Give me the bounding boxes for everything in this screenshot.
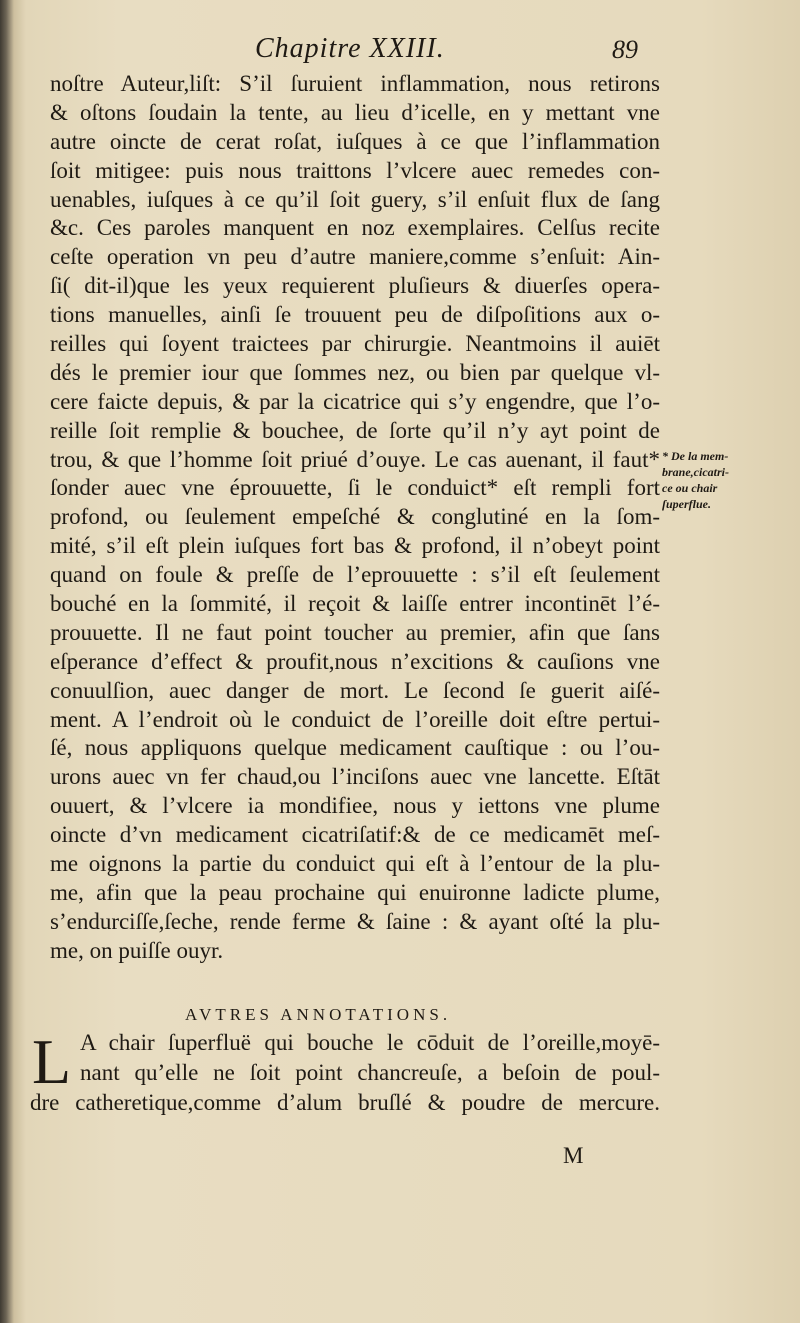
text-line: me oignons la partie du conduict qui eſt à l’entour de la plu- — [50, 851, 660, 877]
text-line: mité, s’il eſt plein iuſques fort bas & profond, il n’obeyt point — [50, 533, 660, 559]
text-line: autre oincte de cerat roſat, iuſques à ce que l’inflammation — [50, 128, 660, 154]
text-line: &c. Ces paroles manquent en noz exemplaires. Celſus recite — [50, 215, 660, 241]
page-number: 89 — [612, 35, 638, 64]
text-line: uenables, iuſques à ce qu’il ſoit guery, s’il enſuit flux de ſang — [50, 186, 660, 212]
text-line: ſoit mitigee: puis nous traittons l’vlcere auec remedes con- — [50, 157, 660, 183]
text-line: reille ſoit remplie & bouchee, de ſorte qu’il n’y ayt point de — [50, 417, 660, 443]
text-line: & oſtons ſoudain la tente, au lieu d’icelle, en y mettant vne — [50, 99, 660, 125]
text-line: ment. A l’endroit où le conduict de l’oreille doit eſtre pertui- — [50, 706, 660, 732]
text-line: me, on puiſſe ouyr. — [50, 937, 224, 963]
text-line: eſperance d’effect & proufit,nous n’excitions & cauſions vne — [50, 648, 660, 674]
text-line: noſtre Auteur,liſt: S’il ſuruient inflammation, nous retirons — [50, 71, 660, 96]
text-line: conuulſion, auec danger de mort. Le ſecond ſe guerit aiſé- — [50, 677, 660, 703]
annotation-line: A chair ſuperfluë qui bouche le cōduit de l’oreille,moyē- — [80, 1030, 660, 1055]
annotations-heading: AVTRES ANNOTATIONS. — [185, 1005, 452, 1024]
annotations-paragraph — [30, 1028, 660, 1118]
text-line: s’endurciſſe,ſeche, rende ferme & ſaine : & ayant oſté la plu- — [50, 908, 660, 934]
text-line: prouuette. Il ne faut point toucher au premier, afin que ſans — [50, 619, 660, 645]
text-line: bouché en la ſommité, il reçoit & laiſſe entrer incontinēt l’é- — [50, 591, 660, 617]
text-line: trou, & que l’homme ſoit priué d’ouye. Le cas auenant, il faut* — [50, 446, 660, 472]
margin-note-line: ſuperflue. — [662, 497, 711, 511]
text-line: dés le premier iour que ſommes nez, ou bien par quelque vl- — [50, 359, 660, 385]
text-line: me, afin que la peau prochaine qui enuironne ladicte plume, — [50, 879, 660, 905]
margin-note-line: brane,cicatri- — [662, 465, 729, 479]
text-line: ſé, nous appliquons quelque medicament cauſtique : ou l’ou- — [50, 735, 660, 761]
text-line: urons auec vn fer chaud,ou l’inciſons auec vne lancette. Eſtāt — [50, 764, 660, 790]
text-line: cere faicte depuis, & par la cicatrice qui s’y engendre, que l’o- — [50, 388, 660, 414]
annotation-line: nant qu’elle ne ſoit point chancreuſe, a beſoin de poul- — [80, 1060, 660, 1085]
text-line: reilles qui ſoyent traictees par chirurgie. Neantmoins il auiēt — [50, 331, 660, 357]
text-line: ceſte operation vn peu d’autre maniere,comme s’enſuit: Ain- — [50, 244, 660, 270]
text-line: ſonder auec vne éprouuette, ſi le conduict* eſt rempli fort — [50, 475, 660, 501]
drop-cap: L — [32, 1026, 72, 1097]
chapter-title: Chapitre XXIII. — [255, 33, 445, 64]
running-head — [0, 33, 800, 69]
text-line: profond, ou ſeulement empeſché & conglutiné en la ſom- — [50, 504, 660, 530]
catchword: M — [563, 1143, 584, 1168]
annotation-line: dre catheretique,comme d’alum bruſlé & poudre de mercure. — [30, 1090, 660, 1115]
text-line: quand on foule & preſſe de l’eprouuette : s’il eſt ſeulement — [50, 562, 660, 588]
text-line: tions manuelles, ainſi ſe trouuent peu de diſpoſitions aux o- — [50, 302, 660, 328]
margin-note-line: ce ou chair — [662, 481, 718, 495]
margin-note-line: * De la mem- — [662, 449, 729, 463]
text-line: ouuert, & l’vlcere ia mondifiee, nous y iettons vne plume — [50, 793, 660, 819]
text-line: oincte d’vn medicament cicatriſatif:& de ce medicamēt meſ- — [50, 822, 660, 848]
text-line: ſi( dit-il)que les yeux requierent pluſieurs & diuerſes opera- — [50, 273, 660, 299]
main-text-block — [50, 70, 660, 966]
margin-note — [662, 448, 797, 512]
